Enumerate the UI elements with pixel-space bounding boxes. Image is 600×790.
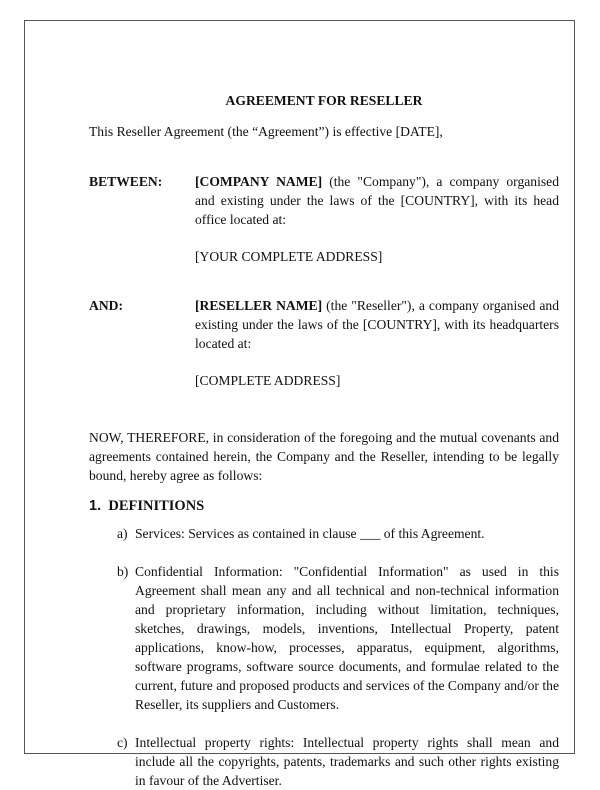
reseller-name: [RESELLER NAME] <box>195 298 323 313</box>
definition-text: Services: Services as contained in clause ___ of this Agreement. <box>135 526 485 541</box>
company-address: [YOUR COMPLETE ADDRESS] <box>195 249 383 264</box>
company-name: [COMPANY NAME] <box>195 174 323 189</box>
and-text: (the "Reseller"), a company organised and existing under the laws of the [COUNTRY], with its headquarters located at: <box>195 298 560 351</box>
party-between <box>89 172 559 266</box>
list-marker: c) <box>117 735 128 750</box>
between-text: (the "Company"), a company organised and existing under the laws of the [COUNTRY], with its head office located at: <box>195 174 559 227</box>
intro-paragraph: This Reseller Agreement (the “Agreement”) is effective [DATE], <box>89 124 443 139</box>
reseller-address: [COMPLETE ADDRESS] <box>195 373 341 388</box>
section-heading <box>89 497 559 516</box>
list-item <box>117 524 559 543</box>
list-marker: a) <box>117 526 128 541</box>
between-label: BETWEEN: <box>89 174 163 189</box>
document-title: AGREEMENT FOR RESELLER <box>225 93 423 108</box>
document-content <box>89 91 559 790</box>
list-marker: b) <box>117 564 129 579</box>
now-therefore-paragraph: NOW, THEREFORE, in consideration of the foregoing and the mutual covenants and agreements contained herein, the Company and the Reseller, intending to be legally bound, hereby agree as follows: <box>89 430 559 483</box>
party-and <box>89 296 559 390</box>
definition-text: Intellectual property rights: Intellectual property rights shall mean and include all the copyrights, patents, trademarks and such other rights existing in favour of the Advertiser. <box>135 735 559 788</box>
document-page <box>24 20 575 788</box>
between-description <box>195 172 559 229</box>
section-number: 1. <box>89 498 102 514</box>
between-body <box>195 172 559 266</box>
and-label: AND: <box>89 298 123 313</box>
section-title: DEFINITIONS <box>108 498 205 514</box>
definition-text: Confidential Information: "Confidential Information" as used in this Agreement shall mean any and all technical and non-technical information and proprietary information, including without limitation, techniques, sketches, drawings, models, inventions, Intellectual Property, patent applications, know-how, processes, apparatus, equipment, algorithms, software programs, software source documents, and formulae related to the current, future and proposed products and services of the Company and/or the Reseller, its suppliers and Customers. <box>135 564 559 712</box>
and-description <box>195 296 559 353</box>
list-item <box>117 733 559 790</box>
definitions-list <box>89 524 559 790</box>
and-body <box>195 296 559 390</box>
list-item <box>117 562 559 714</box>
